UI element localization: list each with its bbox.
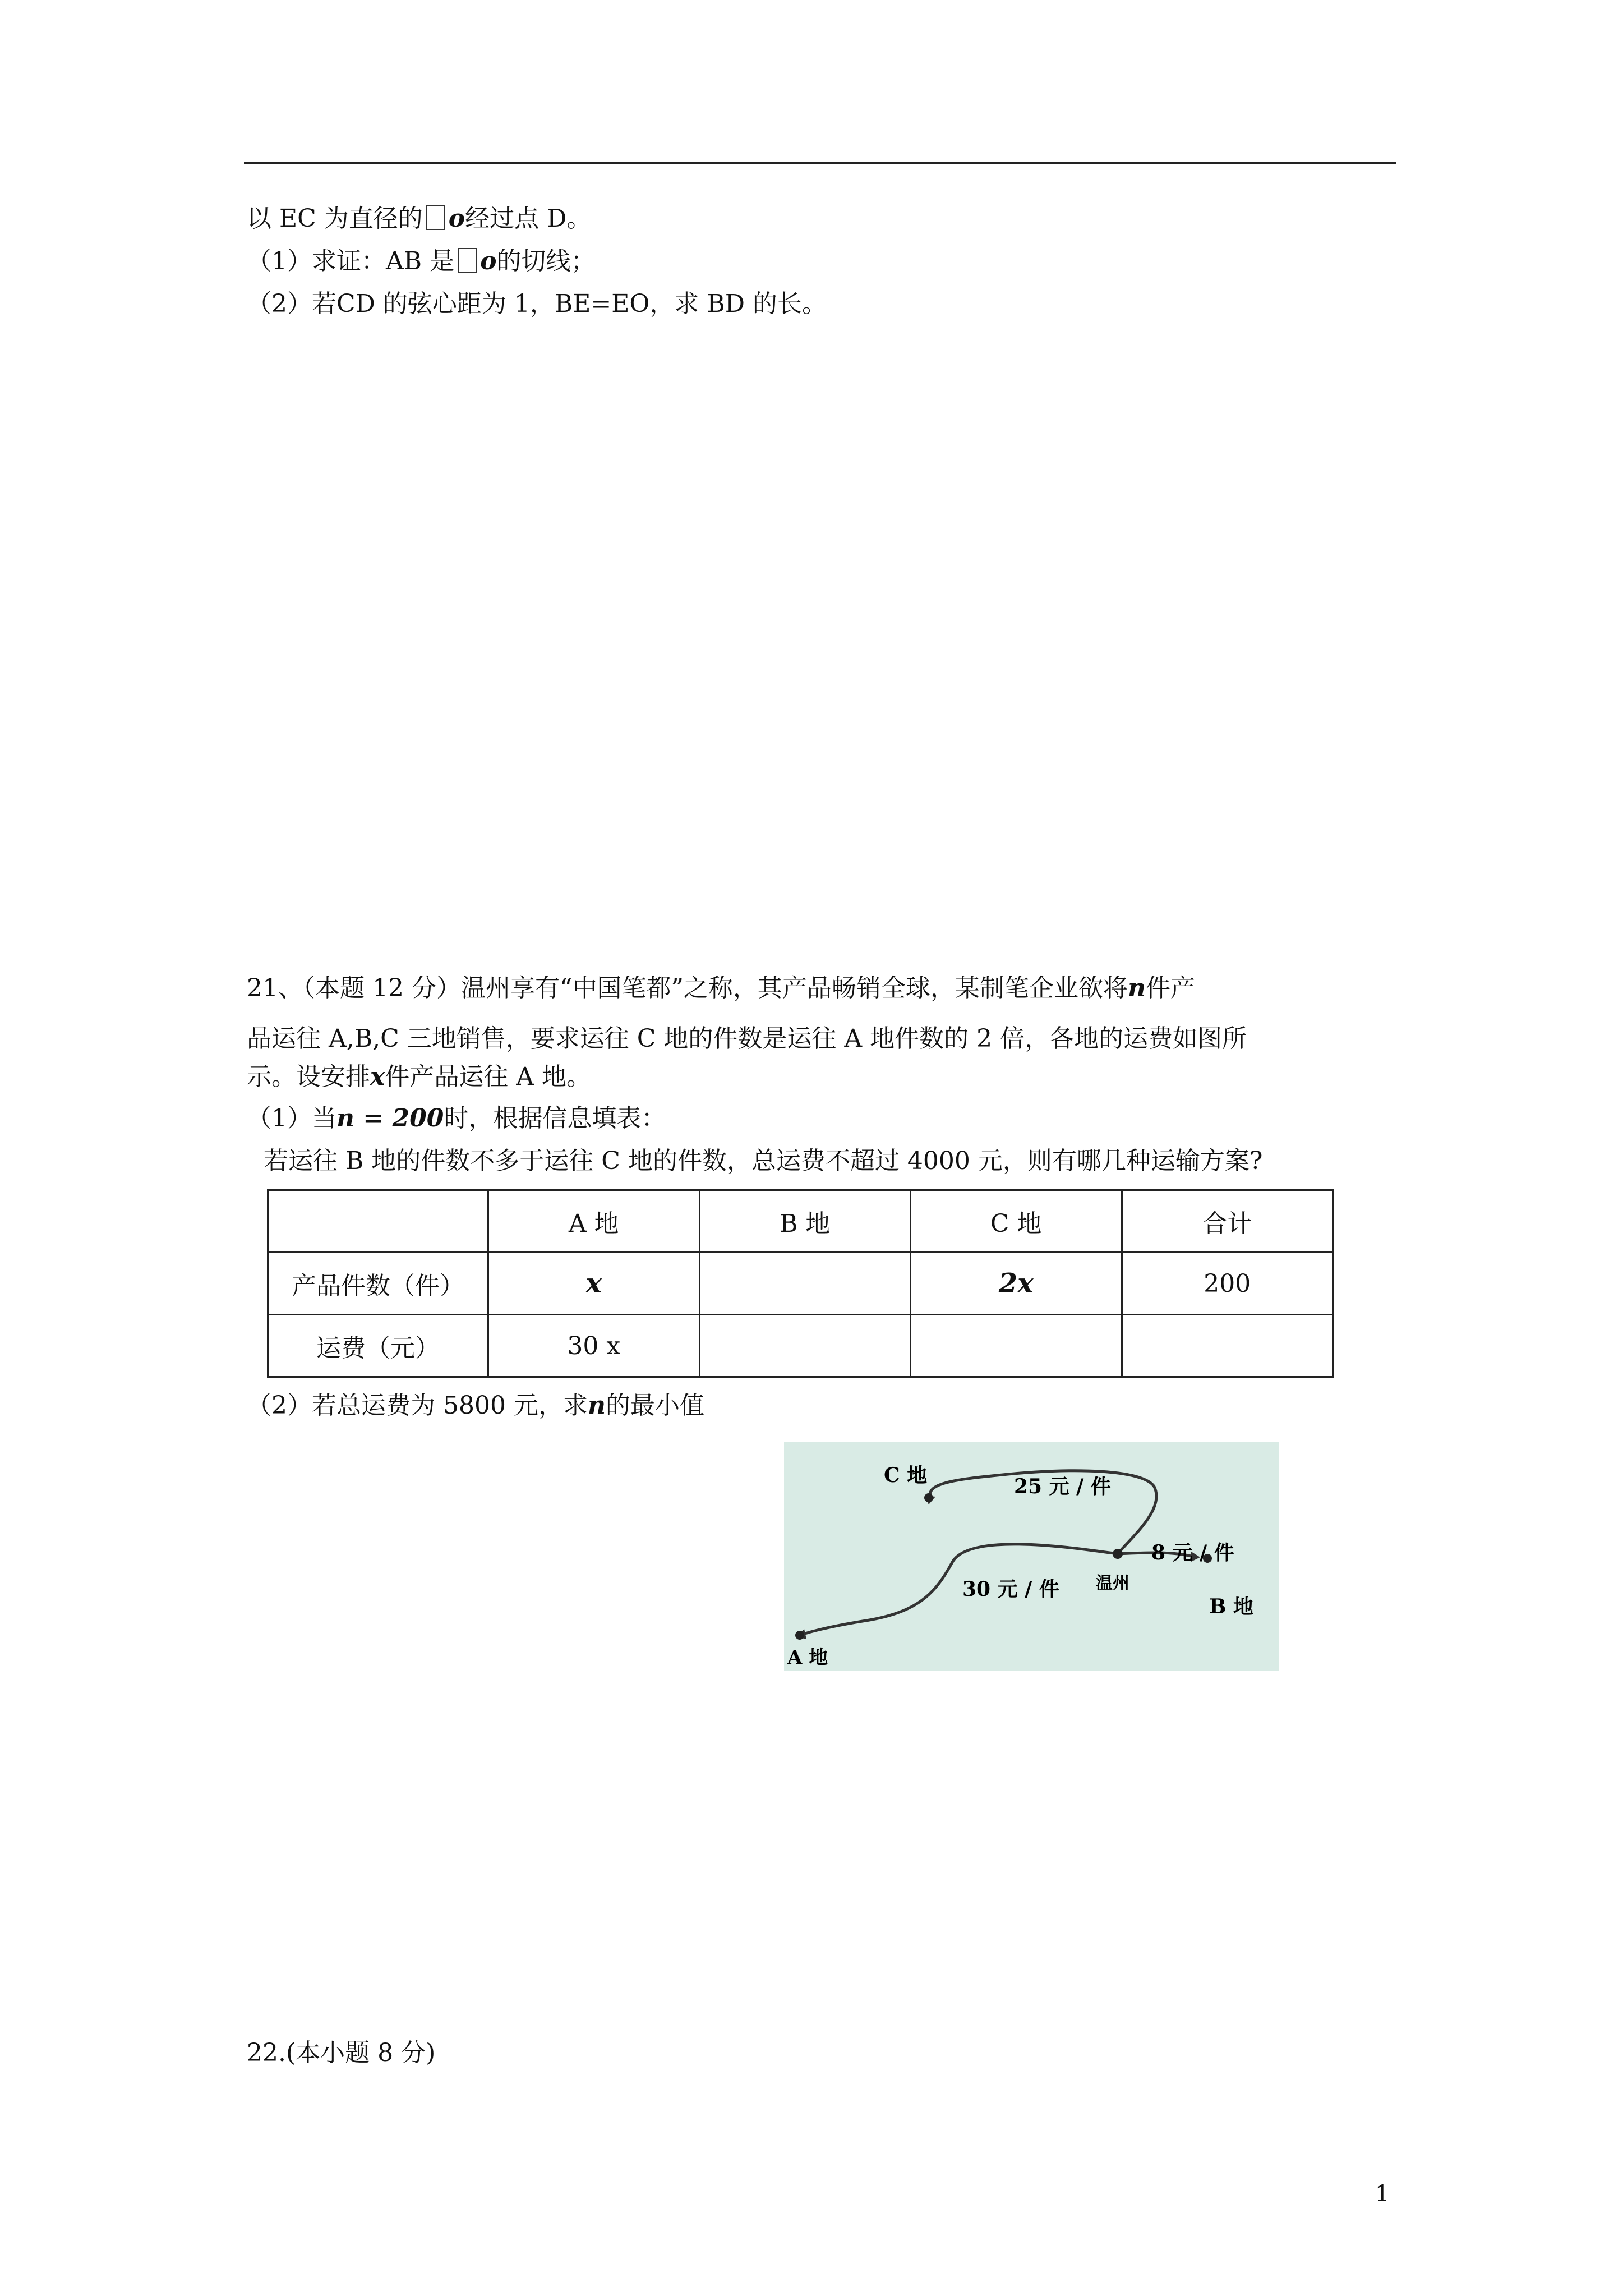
a-cost-label: 30 元 / 件: [962, 1577, 1059, 1601]
missing-glyph-box: [458, 248, 477, 273]
table-cell: 30 x: [488, 1315, 700, 1377]
text-segment: 件产: [1145, 974, 1195, 1002]
table-row: [268, 1253, 1333, 1315]
text-segment: 以 EC 为直径的: [247, 204, 423, 233]
wenzhou-label: 温州: [1096, 1573, 1129, 1593]
table-cell: [699, 1253, 911, 1315]
b-cost-label: 8 元 / 件: [1151, 1541, 1234, 1565]
math-n: n: [1127, 974, 1146, 1002]
c-point: [924, 1493, 933, 1502]
table-cell: [699, 1315, 911, 1377]
q21-line-2: 品运往 A,B,C 三地销售，要求运往 C 地的件数是运往 A 地件数的 2 倍，各地的运费如图所: [247, 1024, 1247, 1053]
header-rule: [244, 162, 1396, 164]
line-2: [247, 245, 595, 278]
table-cell: [1122, 1315, 1333, 1377]
c-cost-label: 25 元 / 件: [1014, 1475, 1111, 1498]
math-o: o: [448, 204, 465, 233]
text-segment: （1）当: [247, 1104, 336, 1133]
table-cell: [911, 1315, 1122, 1377]
text-segment: 21、（本题 12 分）温州享有“中国笔都”之称，其产品畅销全球，某制笔企业欲将: [247, 974, 1128, 1002]
q21-line-5: [264, 1144, 1263, 1178]
text-segment: 的切线；: [496, 247, 596, 275]
text-segment: （2）若总运费为 5800 元，求: [247, 1391, 588, 1420]
wenzhou-point: [1113, 1549, 1123, 1559]
table-cell: 合计: [1122, 1190, 1333, 1253]
table-cell: 2x: [911, 1253, 1122, 1315]
c-label: C 地: [884, 1464, 928, 1487]
text-segment: （1）求证：AB 是: [247, 247, 455, 275]
table-cell: C 地: [911, 1190, 1122, 1253]
page-number: 1: [1375, 2181, 1390, 2207]
table-row: [268, 1315, 1333, 1377]
a-point: [795, 1631, 804, 1640]
route-diagram: [784, 1442, 1279, 1671]
table-cell: x: [488, 1253, 700, 1315]
q21-line-4: [247, 1102, 666, 1135]
q21-line-3: [247, 1060, 591, 1094]
q21-part-2: [247, 1389, 704, 1423]
text-segment: 若运往 B 地的件数不多于运往 C 地的件数，总运费不超过 4000 元，则有哪几种运输方案: [264, 1147, 1249, 1175]
q22-heading: 22.(本小题 8 分): [247, 2039, 436, 2067]
text-segment: 件产品运往 A 地。: [385, 1062, 591, 1091]
q21-line-1: [247, 972, 1195, 1005]
text-segment: ?: [1249, 1147, 1263, 1175]
table-cell: [268, 1190, 488, 1253]
table-cell: 运费（元）: [268, 1315, 488, 1377]
table-cell: 200: [1122, 1253, 1333, 1315]
line-3: （2）若CD 的弦心距为 1，BE=EO，求 BD 的长。: [247, 289, 827, 318]
math-n-equals: n = 200: [336, 1104, 444, 1133]
shipping-route-map: [784, 1442, 1279, 1671]
text-segment: 经过点 D。: [465, 204, 592, 233]
line-1: [247, 202, 591, 236]
table-header-row: [268, 1190, 1333, 1253]
info-table: [267, 1189, 1334, 1378]
table-cell: B 地: [699, 1190, 911, 1253]
b-label: B 地: [1209, 1595, 1253, 1618]
text-segment: 时，根据信息填表：: [444, 1104, 666, 1133]
table-cell: 产品件数（件）: [268, 1253, 488, 1315]
math-x: x: [370, 1062, 385, 1091]
math-n: n: [587, 1391, 606, 1420]
missing-glyph-box: [426, 205, 445, 230]
math-o: o: [480, 247, 497, 275]
text-segment: 的最小值: [605, 1391, 704, 1420]
route-to-a: [801, 1544, 1118, 1635]
table-cell: A 地: [488, 1190, 700, 1253]
a-label: A 地: [787, 1646, 828, 1669]
text-segment: 示。设安排: [247, 1062, 370, 1091]
